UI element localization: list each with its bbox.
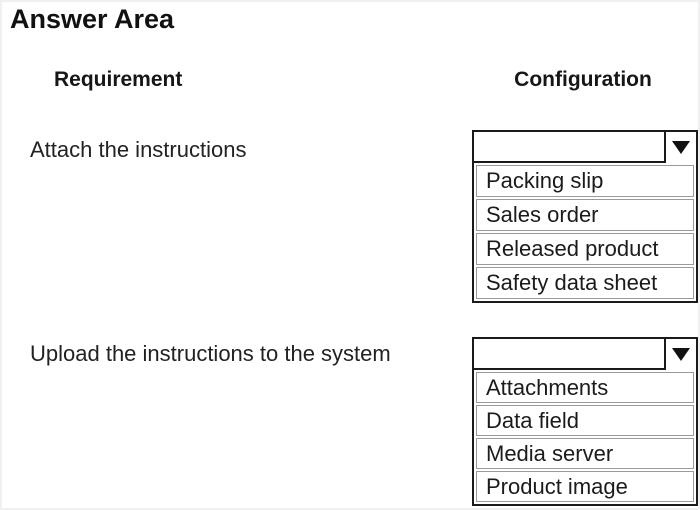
dropdown-option[interactable]: Packing slip [476,165,694,197]
configuration-dropdown-upload [472,337,698,506]
dropdown-option[interactable]: Released product [476,233,694,265]
column-header-configuration: Configuration [514,68,652,91]
dropdown-select[interactable] [474,132,696,163]
page-title: Answer Area [10,4,175,34]
chevron-down-icon [672,141,690,154]
dropdown-option-list [474,163,696,301]
dropdown-arrow-button[interactable] [664,132,696,163]
dropdown-select[interactable] [474,339,696,370]
dropdown-arrow-button[interactable] [664,339,696,370]
dropdown-option[interactable]: Data field [476,405,694,436]
dropdown-option[interactable]: Safety data sheet [476,267,694,299]
dropdown-selected-value [474,339,696,341]
configuration-dropdown-attach [472,130,698,303]
dropdown-selected-value [474,132,696,134]
requirement-label: Upload the instructions to the system [30,341,391,366]
column-header-requirement: Requirement [54,68,183,91]
dropdown-option-list [474,370,696,504]
dropdown-option[interactable]: Product image [476,471,694,502]
chevron-down-icon [672,348,690,361]
dropdown-option[interactable]: Media server [476,438,694,469]
requirement-label: Attach the instructions [30,137,247,162]
dropdown-option[interactable]: Attachments [476,372,694,403]
dropdown-option[interactable]: Sales order [476,199,694,231]
